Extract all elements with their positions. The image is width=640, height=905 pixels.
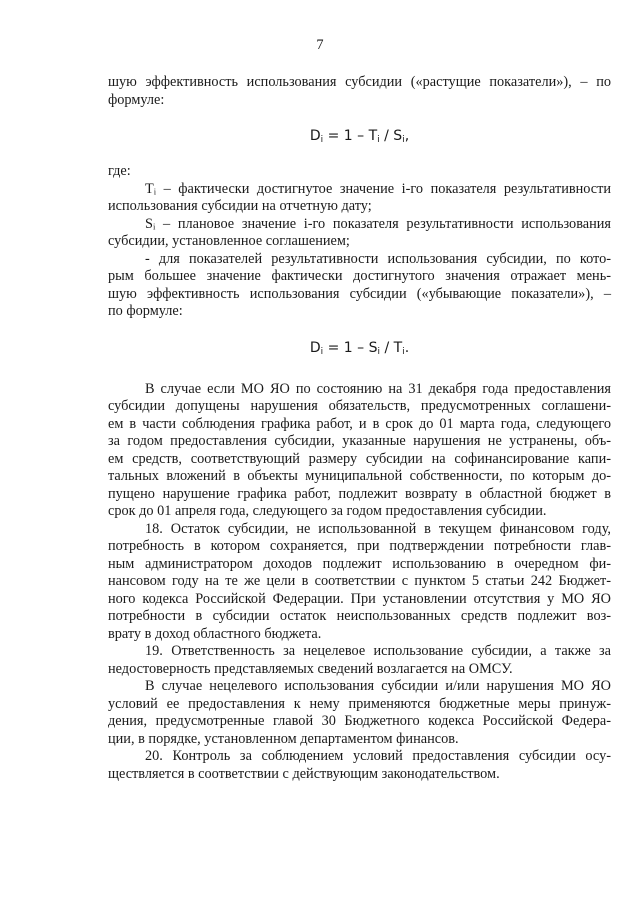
text-line: субсидии допущены нарушения обязательств, предусмотренных соглашени- <box>108 398 611 414</box>
paragraph-misuse <box>108 678 611 748</box>
text-line: ции, в порядке, установленном департаментом финансов. <box>108 730 459 747</box>
text-line: В случае нецелевого использования субсидии и/или нарушения МО ЯО <box>145 678 611 694</box>
text-line: нансовом году на те же цели в соответствии с пунктом 5 статьи 242 Бюджет- <box>108 573 611 589</box>
text-line: 18. Остаток субсидии, не использованной в текущем финансовом году, <box>145 520 611 537</box>
text-line: ем в части соблюдения графика работ, и в срок до 01 марта года, следующего <box>108 415 611 432</box>
paragraph-18 <box>108 521 611 644</box>
text-line: по формуле: <box>108 303 183 319</box>
text-line: тальных вложений в объекты муниципальной собственности, по которым до- <box>108 468 611 484</box>
text-line: 20. Контроль за соблюдением условий предоставления субсидии осу- <box>145 748 611 764</box>
text-line: срок до 01 апреля года, следующего за годом предоставления субсидии. <box>108 503 547 519</box>
text-line: субсидии, установленное соглашением; <box>108 233 350 249</box>
page-number: 7 <box>316 37 324 53</box>
paragraph-20 <box>108 748 611 783</box>
text-line: недостоверность представляемых сведений возлагается на ОМСУ. <box>108 660 513 677</box>
text-line: ем средств, соответствующий размеру субсидии на софинансирование капи- <box>108 450 611 467</box>
text-line: дения, предусмотренные главой 30 Бюджетного кодекса Российской Федера- <box>108 713 611 729</box>
text-line: шую эффективность использования субсидии («убывающие показатели»), – <box>108 285 611 302</box>
text-line: ществляется в соответствии с действующим законодательством. <box>108 765 500 782</box>
text-line: потребности в субсидии остаток неиспользованных средств подлежит воз- <box>108 608 611 624</box>
text-line: потребность в котором сохраняется, при подтверждении потребности глав- <box>108 538 611 554</box>
definition-s <box>108 216 611 251</box>
text-line: В случае если МО ЯО по состоянию на 31 декабря года предоставления <box>145 380 611 397</box>
text-line: Tᵢ – фактически достигнутое значение i-го показателя результативности <box>145 180 611 197</box>
text-line: ным администратором доходов подлежит использованию в очередном фи- <box>108 555 611 572</box>
text-line: использования субсидии на отчетную дату; <box>108 198 372 214</box>
text-line: условий ее предоставления к нему применяются бюджетные меры принуж- <box>108 695 611 712</box>
text-line: Sᵢ – плановое значение i-го показателя результативности использования <box>145 215 611 232</box>
paragraph-19 <box>108 643 611 678</box>
text-line: врату в доход областного бюджета. <box>108 625 322 642</box>
where-label: где: <box>108 163 131 179</box>
paragraph-violation-case <box>108 381 611 521</box>
text-line: - для показателей результативности использования субсидии, по кото- <box>145 250 611 267</box>
text-line: шую эффективность использования субсидии («растущие показатели»), – по <box>108 74 611 90</box>
paragraph-decreasing-indicators <box>108 251 611 321</box>
text-line: формуле: <box>108 91 165 108</box>
paragraph-growth-formula-intro <box>108 74 611 109</box>
text-line: ного кодекса Российской Федерации. При установлении отсутствия у МО ЯО <box>108 590 611 607</box>
document-body <box>108 74 611 783</box>
text-line: 19. Ответственность за нецелевое использование субсидии, а также за <box>145 643 611 659</box>
definition-t <box>108 181 611 216</box>
text-line: рым большее значение фактически достигнутого значения отражает мень- <box>108 268 611 284</box>
text-line: пущено нарушение графика работ, подлежит возврату в областной бюджет в <box>108 485 611 502</box>
formula-decreasing: $D_i = 1 - S_i / T_i$. <box>309 339 410 357</box>
formula-growth: $D_i = 1 - T_i / S_i$, <box>309 128 410 145</box>
text-line: за годом предоставления субсидии, указанные нарушения не устранены, объ- <box>108 433 611 449</box>
